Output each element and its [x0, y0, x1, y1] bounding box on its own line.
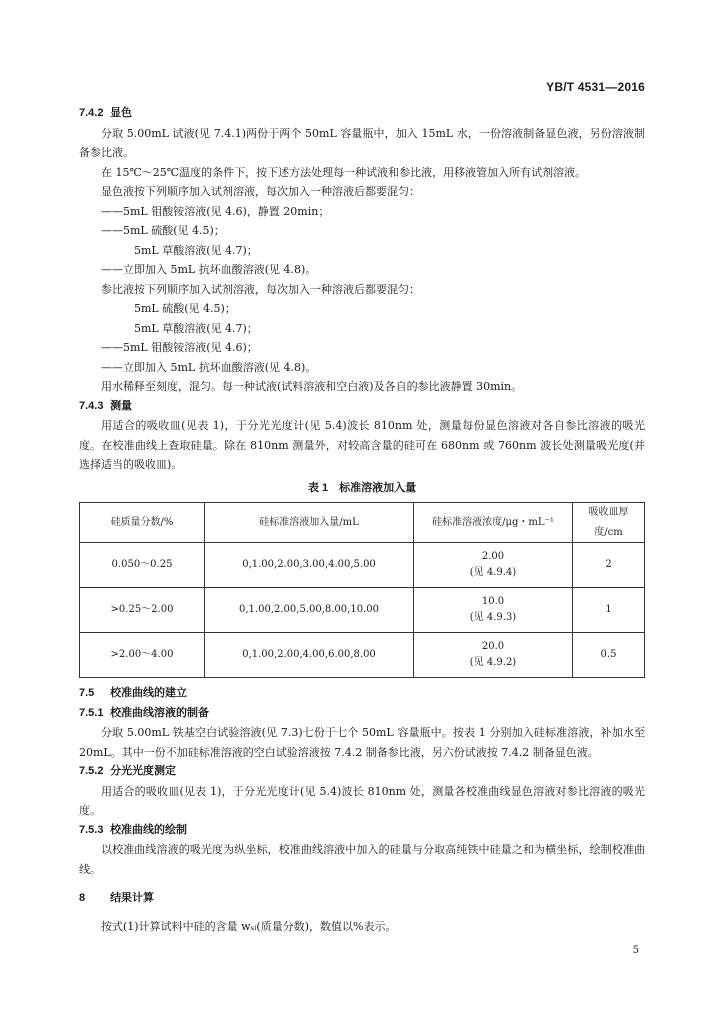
paragraph: 参比液按下列顺序加入试剂溶液，每次加入一种溶液后都要混匀： [101, 282, 420, 296]
heading-title: 分光光度测定 [110, 765, 177, 777]
heading-7-4-2 [79, 104, 645, 124]
list-item: ——5mL 钼酸铵溶液(见 4.6)； [101, 341, 258, 354]
table-row [80, 633, 645, 678]
list-item: ——5mL 钼酸铵溶液(见 4.6)，静置 20min； [101, 204, 330, 218]
standard-solution-table [79, 502, 645, 678]
heading-7-4-3 [79, 397, 645, 417]
table-cell: 0.050～0.25 [80, 543, 205, 588]
table-row [80, 588, 645, 633]
heading-7-5-1 [79, 704, 645, 724]
table-row [80, 543, 645, 588]
heading-number: 7.5.1 [79, 706, 104, 719]
table-cell [414, 543, 573, 588]
paragraph: 用水稀释至刻度，混匀。每一种试液(试料溶液和空白液)及各自的参比液静置 30min。 [101, 380, 523, 393]
paragraph: 分取 5.00mL 试液(见 7.4.1)两份于两个 50mL 容量瓶中，加入 15mL 水，一份溶液制备显色液，另份溶液制备参比液。 [79, 126, 645, 159]
paragraph: 在 15℃～25℃温度的条件下，按下述方法处理每一种试液和参比液，用移液管加入所有试剂溶液。 [101, 165, 587, 179]
heading-number: 7.4.2 [79, 107, 104, 119]
heading-7-5-2 [79, 762, 645, 782]
paragraph: 用适合的吸收皿(见表 1)，于分光光度计(见 5.4)波长 810nm 处，测量每份显色溶液对各自参比溶液的吸光度。在校准曲线上查取硅量。除在 810nm 测量外，对较高含量的硅可在 680nm 或 760nm 波长处测量吸光度(并选择适当的吸收皿)。 [79, 419, 645, 471]
heading-number: 7.5 [79, 687, 95, 699]
table-cell: >2.00～4.00 [80, 633, 205, 678]
paragraph: 分取 5.00mL 铁基空白试验溶液(见 7.3)七份于七个 50mL 容量瓶中。按表 1 分别加入硅标准溶液，补加水至 20mL。其中一份不加硅标准溶液的空白试验溶液按 7.4.2 制备参比液，另六份试液按 7.4.2 制备显色液。 [79, 726, 645, 759]
column-header: 吸收皿厚度/cm [573, 503, 645, 543]
heading-7-5-3 [79, 821, 645, 841]
list-item: 5mL 草酸溶液(见 4.7)； [134, 321, 258, 335]
heading-8 [79, 889, 645, 909]
table-header-row [80, 503, 645, 543]
heading-number: 7.4.3 [79, 399, 104, 412]
table-cell [414, 633, 573, 678]
paragraph: 用适合的吸收皿(见表 1)，于分光光度计(见 5.4)波长 810nm 处，测量各校准曲线显色溶液对参比溶液的吸光度。 [79, 784, 645, 817]
table-cell: 0,1.00,2.00,3.00,4.00,5.00 [205, 543, 414, 588]
concentration-reference: (见 4.9.4) [469, 567, 517, 578]
list-item: ——5mL 硫酸(见 4.5)； [101, 224, 225, 237]
table-cell: >0.25～2.00 [80, 588, 205, 633]
column-header: 硅标准溶液加入量/mL [205, 503, 414, 543]
list-item: ——立即加入 5mL 抗坏血酸溶液(见 4.8)。 [101, 263, 317, 276]
heading-7-5 [79, 684, 645, 704]
table-cell: 2 [573, 543, 645, 588]
concentration-value: 10.0 [481, 596, 505, 607]
heading-number: 7.5.3 [79, 823, 104, 836]
table-cell: 0,1.00,2.00,4.00,6.00,8.00 [205, 633, 414, 678]
heading-number: 8 [79, 892, 86, 904]
list-item: ——立即加入 5mL 抗坏血酸溶液(见 4.8)。 [101, 360, 317, 374]
heading-number: 7.5.2 [79, 765, 104, 777]
table-caption: 表 1 标准溶液加入量 [307, 481, 417, 494]
page-number: 5 [632, 945, 639, 956]
list-item: 5mL 硫酸(见 4.5)； [134, 302, 236, 315]
table-cell: 0,1.00,2.00,5.00,8.00,10.00 [205, 588, 414, 633]
standard-number: YB/T 4531—2016 [546, 80, 645, 94]
table-cell [414, 588, 573, 633]
concentration-reference: (见 4.9.3) [469, 612, 517, 623]
column-header: 硅标准溶液浓度/μg・mL⁻¹ [414, 503, 573, 543]
concentration-value: 2.00 [481, 551, 505, 562]
list-item: 5mL 草酸溶液(见 4.7)； [134, 243, 258, 257]
paragraph: 显色液按下列顺序加入试剂溶液，每次加入一种溶液后都要混匀： [101, 185, 420, 198]
paragraph: 按式(1)计算试料中硅的含量 wₛᵢ(质量分数)，数值以%表示。 [101, 919, 397, 933]
heading-title: 结果计算 [110, 892, 155, 904]
heading-title: 显色 [110, 107, 133, 119]
table-cell: 1 [573, 588, 645, 633]
table-cell: 0.5 [573, 633, 645, 678]
concentration-value: 20.0 [481, 641, 505, 652]
heading-title: 校准曲线的建立 [110, 687, 188, 699]
concentration-reference: (见 4.9.2) [469, 657, 517, 668]
heading-title: 测量 [110, 399, 133, 412]
heading-title: 校准曲线的绘制 [110, 823, 188, 836]
page-content [79, 104, 645, 936]
column-header: 硅质量分数/% [80, 503, 205, 543]
paragraph: 以校准曲线溶液的吸光度为纵坐标，校准曲线溶液中加入的硅量与分取高纯铁中硅量之和为横坐标，绘制校准曲线。 [79, 843, 645, 876]
heading-title: 校准曲线溶液的制备 [110, 706, 210, 719]
